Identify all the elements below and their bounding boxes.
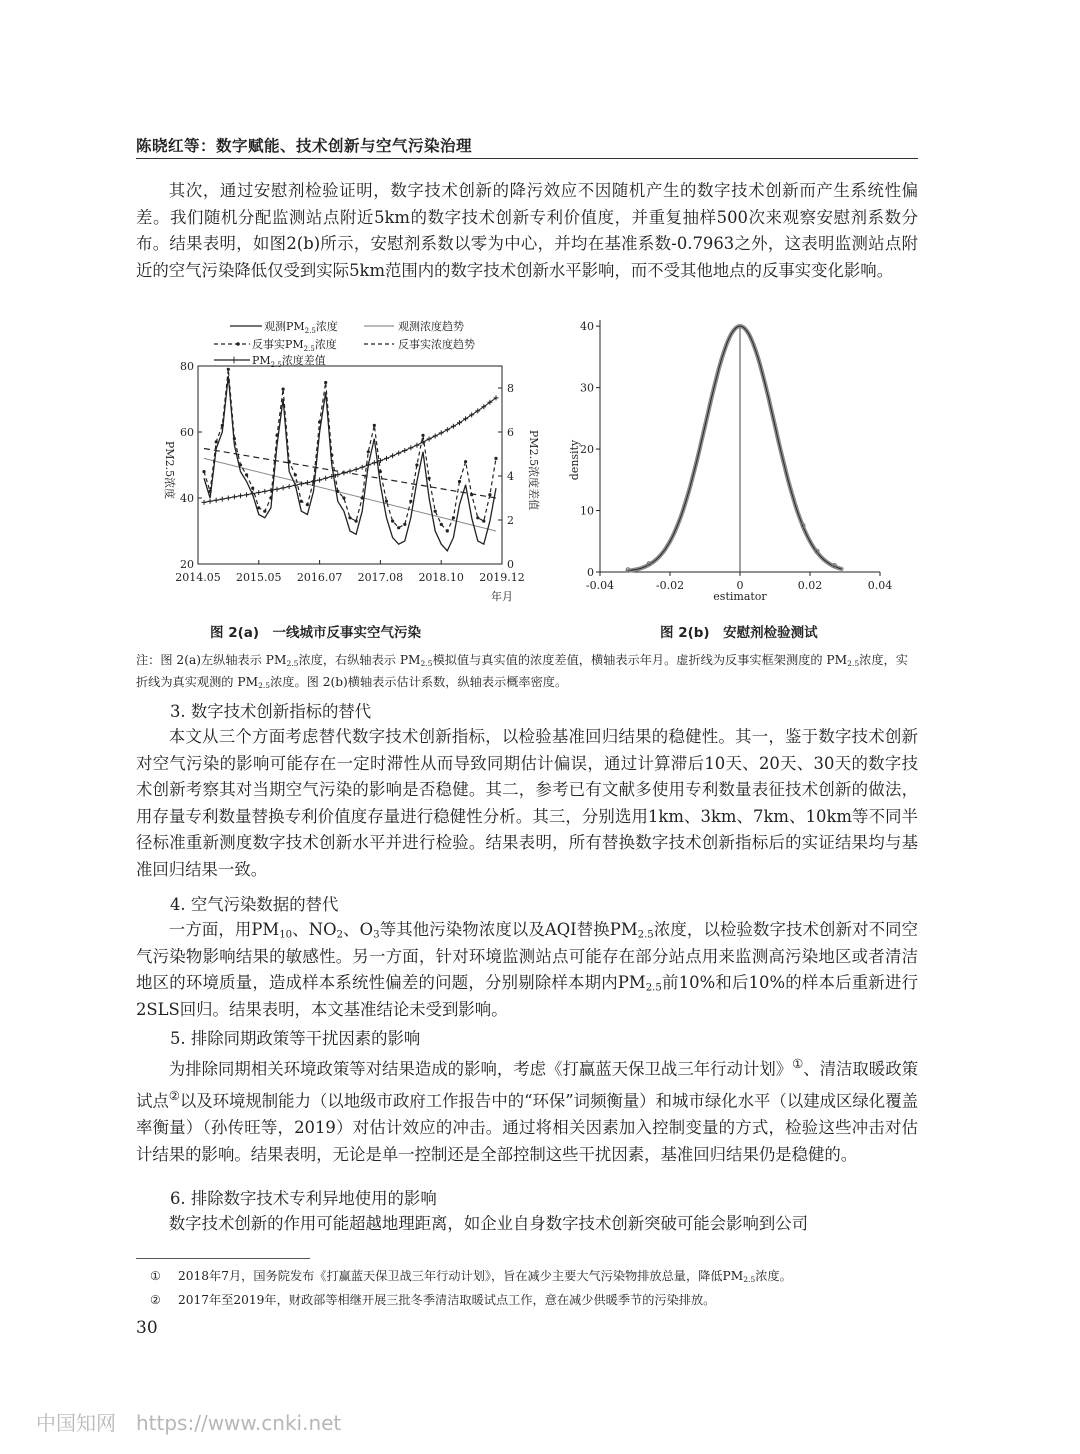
diff-marker	[238, 493, 243, 498]
cf-point	[458, 480, 461, 483]
cf-point	[446, 529, 449, 532]
right-tick-label: 8	[507, 382, 514, 395]
diff-marker	[439, 430, 444, 435]
cf-point	[239, 463, 242, 466]
header-rule	[136, 158, 918, 159]
cf-point	[251, 487, 254, 490]
figure-2a-frame	[198, 366, 502, 564]
paragraph-section-3: 本文从三个方面考虑替代数字技术创新指标，以检验基准回归结果的稳健性。其一，鉴于数字技术创新对空气污染的影响可能存在一定时滞性从而导致同期估计偏误，通过计算滞后10天、20天、30天的数字技术创新考察其对当期空气污染的影响是否稳健。其二，参考已有文献多使用专利数量表征技术创新的做法，用存量专利数量替换专利价值度存量进行稳健性分析。其三，分别选用1km、3km、7km、10km等不同半径标准重新测度数字技术创新水平并进行检验。结果表明，所有替换数字技术创新指标后的实证结果均与基准回归结果一致。	[136, 727, 918, 879]
watermark-url: https://www.cnki.net	[136, 1411, 342, 1435]
figure-2a-xlabel: 年月	[491, 590, 513, 603]
cf-point	[421, 434, 424, 437]
cf-point	[318, 421, 321, 424]
cf-point	[440, 523, 443, 526]
diff-marker	[317, 477, 322, 482]
cf-point	[373, 424, 376, 427]
y-tick-label: 20	[580, 443, 594, 457]
diff-marker	[256, 490, 261, 495]
diff-marker	[275, 487, 280, 492]
cf-point	[233, 437, 236, 440]
figure-2b-ylabel: density	[568, 439, 581, 481]
diff-marker	[244, 492, 249, 497]
cf-point	[391, 520, 394, 523]
y-tick-label: 0	[587, 566, 594, 579]
cf-point	[482, 520, 485, 523]
diff-marker	[208, 499, 213, 504]
figure-row	[130, 310, 950, 610]
cf-point	[379, 470, 382, 473]
diff-marker	[232, 494, 237, 499]
diff-marker	[348, 469, 353, 474]
footnote-rule	[136, 1258, 310, 1259]
cf-point	[434, 510, 437, 513]
diff-marker	[372, 460, 377, 465]
right-tick-label: 6	[507, 426, 514, 439]
diff-marker	[445, 427, 450, 432]
diff-marker	[384, 456, 389, 461]
right-tick-label: 2	[507, 514, 514, 527]
figure-2a-ylabel-left: PM2.5浓度	[163, 440, 176, 500]
cf-point	[367, 450, 370, 453]
figure-2b-xlabel: estimator	[713, 590, 767, 603]
cf-point	[300, 500, 303, 503]
cf-point	[269, 496, 272, 499]
series-difference	[204, 398, 496, 503]
figure-2a-plot-area	[175, 360, 525, 584]
page-number: 30	[136, 1318, 158, 1338]
y-tick-label: 40	[580, 320, 594, 334]
footnote-ref-2[interactable]: ②	[168, 1089, 180, 1104]
cf-point	[282, 388, 285, 391]
paragraph-section-5: 为排除同期相关环境政策等对结果造成的影响，考虑《打赢蓝天保卫战三年行动计划》①、清洁取暖政策试点②以及环境规制能力（以地级市政府工作报告中的“环保”词频衡量）和城市绿化水平（以建成区绿化覆盖率衡量）（孙传旺等，2019）对估计效应的冲击。通过将相关因素加入控制变量的方式，检验这些冲击对估计结果的影响。结果表明，无论是单一控制还是全部控制这些干扰因素，基准回归结果仍是稳健的。	[136, 1057, 919, 1164]
left-tick-label: 60	[180, 426, 194, 439]
section-heading-5: 5. 排除同期政策等干扰因素的影响	[170, 1029, 421, 1048]
diff-marker	[335, 472, 340, 477]
density-curve	[628, 326, 842, 571]
diff-marker	[408, 445, 413, 450]
cf-point	[330, 454, 333, 457]
legend-obs-trend: 观测浓度趋势	[398, 320, 464, 333]
cf-point	[294, 473, 297, 476]
cf-point	[257, 506, 260, 509]
cf-point	[409, 500, 412, 503]
cf-point	[470, 493, 473, 496]
cf-point	[263, 510, 266, 513]
x-tick-label: 2016.07	[296, 571, 343, 584]
series-counterfactual	[204, 369, 496, 531]
legend-diff: PM	[252, 354, 271, 367]
cf-point	[306, 503, 309, 506]
cf-point	[488, 493, 491, 496]
cf-point	[428, 477, 431, 480]
diff-marker	[396, 451, 401, 456]
paragraph-section-6: 数字技术创新的作用可能超越地理距离，如企业自身数字技术创新突破可能会影响到公司	[168, 1214, 809, 1233]
diff-marker	[262, 489, 267, 494]
figure-note: 注：图 2(a)左纵轴表示 $PM_{2.5}$浓度，右纵轴表示 $PM_{2.5}$模拟值与真实值的浓度差值，横轴表示年月。虚折线为反事实框架测度的 $PM_{2.5}$浓度，实折线为真实观测的 $PM_{2.5}$浓度。图 2(b)横轴表示估计系数，纵轴表示概率密度。	[136, 653, 908, 690]
diff-marker	[226, 496, 231, 501]
left-tick-label: 40	[180, 492, 194, 505]
cf-point	[355, 520, 358, 523]
x-tick-label: 2014.05	[175, 571, 221, 584]
cf-point	[397, 526, 400, 529]
diff-marker	[451, 424, 456, 429]
cf-point	[215, 440, 218, 443]
x-tick-label: 0.04	[867, 579, 893, 592]
diff-marker	[360, 465, 365, 470]
diff-marker	[427, 437, 432, 442]
diff-marker	[293, 483, 298, 488]
cf-point	[494, 457, 497, 460]
cf-point	[452, 516, 455, 519]
figure-2a-ylabel-right: PM2.5浓度差值	[527, 429, 540, 511]
x-tick-label: 2017.08	[357, 571, 404, 584]
diff-marker	[220, 497, 225, 502]
cf-point	[275, 434, 278, 437]
diff-marker	[457, 420, 462, 425]
diff-marker	[469, 412, 474, 417]
figure-2a-chart	[130, 310, 540, 610]
x-tick-label: 0	[736, 579, 744, 592]
cf-point	[324, 381, 327, 384]
right-tick-label: 0	[507, 558, 514, 571]
figure-2b-chart	[570, 310, 930, 610]
cf-point	[464, 460, 467, 463]
cf-point	[336, 490, 339, 493]
figure-2b-plot-area	[580, 320, 892, 592]
cf-point	[403, 523, 406, 526]
diff-marker	[214, 498, 219, 503]
x-tick-label: 0.02	[797, 579, 823, 592]
x-tick-label: -0.04	[585, 579, 615, 592]
footnote-1: ① 2018年7月，国务院发布《打赢蓝天保卫战三年行动计划》，旨在减少主要大气污染物排放总量，降低$PM_{2.5}$浓度。	[150, 1269, 792, 1284]
cf-point	[288, 460, 291, 463]
left-tick-label: 80	[180, 360, 194, 373]
svg-text:PM2.5浓度差值: $PM_{2.5}$浓度差值	[252, 354, 326, 369]
density-curve-grey	[628, 326, 842, 571]
series-observed	[204, 376, 496, 551]
diff-marker	[402, 448, 407, 453]
svg-text:观测PM2.5浓度: 观测$PM_{2.5}$浓度	[264, 320, 338, 335]
diff-marker	[287, 484, 292, 489]
cf-point	[209, 490, 212, 493]
cf-point	[245, 473, 248, 476]
cf-point	[342, 496, 345, 499]
diff-marker	[390, 453, 395, 458]
left-tick-label: 20	[180, 558, 194, 571]
svg-text:反事实PM2.5浓度: 反事实$PM_{2.5}$浓度	[252, 338, 337, 353]
svg-text:+: +	[229, 353, 239, 367]
diff-marker	[323, 476, 328, 481]
cf-point	[415, 463, 418, 466]
diff-marker	[433, 433, 438, 438]
legend-cf: 反事实PM	[252, 338, 304, 351]
figure-2a-caption: 图 2(a) 一线城市反事实空气污染	[210, 625, 422, 641]
y-tick-label: 10	[580, 504, 594, 518]
diff-marker	[354, 467, 359, 472]
diff-marker	[414, 443, 419, 448]
cf-point	[227, 368, 230, 371]
y-tick-label: 30	[580, 381, 594, 395]
cf-point	[476, 516, 479, 519]
footnote-ref-1[interactable]: ①	[792, 1057, 804, 1071]
x-tick-label: 2019.12	[479, 571, 525, 584]
cf-point	[221, 424, 224, 427]
paragraph-placebo: 其次，通过安慰剂检验证明，数字技术创新的降污效应不因随机产生的数字技术创新而产生系统性偏差。我们随机分配监测站点附近5km的数字技术创新专利价值度，并重复抽样500次来观察安慰剂系数分布。结果表明，如图2(b)所示，安慰剂系数以零为中心，并均在基准系数-0.7963之外，这表明监测站点附近的空气污染降低仅受到实际5km范围内的数字技术创新水平影响，而不受其他地点的反事实变化影响。	[136, 181, 918, 280]
running-header: 陈晓红等：数字赋能、技术创新与空气污染治理	[136, 137, 473, 155]
diff-marker	[202, 500, 207, 505]
legend-obs: 观测PM	[264, 320, 305, 333]
footnote-2: ② 2017年至2019年，财政部等相继开展三批冬季清洁取暖试点工作，意在减少供暖季节的污染排放。	[150, 1293, 716, 1307]
x-tick-label: 2018.10	[418, 571, 464, 584]
section-heading-6: 6. 排除数字技术专利异地使用的影响	[170, 1189, 437, 1208]
section-heading-4: 4. 空气污染数据的替代	[170, 895, 339, 914]
legend	[214, 319, 475, 369]
cf-point	[348, 516, 351, 519]
cf-point	[385, 500, 388, 503]
diff-marker	[341, 470, 346, 475]
watermark-brand: 中国知网	[36, 1411, 116, 1435]
x-tick-label: -0.02	[655, 579, 685, 592]
right-tick-label: 4	[507, 470, 514, 483]
cf-point	[202, 470, 205, 473]
diff-marker	[281, 485, 286, 490]
paragraph-section-4: 一方面，用$PM_{10}$、$NO_2$、$O_3$等其他污染物浓度以及AQI替换$PM_{2.5}$浓度，以检验数字技术创新对不同空气污染物影响结果的敏感性。另一方面，针对环境监测站点可能存在部分站点用来监测高污染地区或者清洁地区的环境质量，造成样本系统性偏差的问题，分别剔除样本期内$PM_{2.5}$前10%和后10%的样本后重新进行2SLS回归。结果表明，本文基准结论未受到影响。	[136, 920, 919, 1019]
cnki-watermark[interactable]	[36, 1407, 341, 1436]
figure-2b-caption: 图 2(b) 安慰剂检验测试	[660, 625, 818, 641]
legend-cf-trend: 反事实浓度趋势	[398, 338, 475, 351]
cf-point	[361, 496, 364, 499]
section-heading-3: 3. 数字技术创新指标的替代	[170, 702, 372, 721]
x-tick-label: 2015.05	[236, 571, 282, 584]
